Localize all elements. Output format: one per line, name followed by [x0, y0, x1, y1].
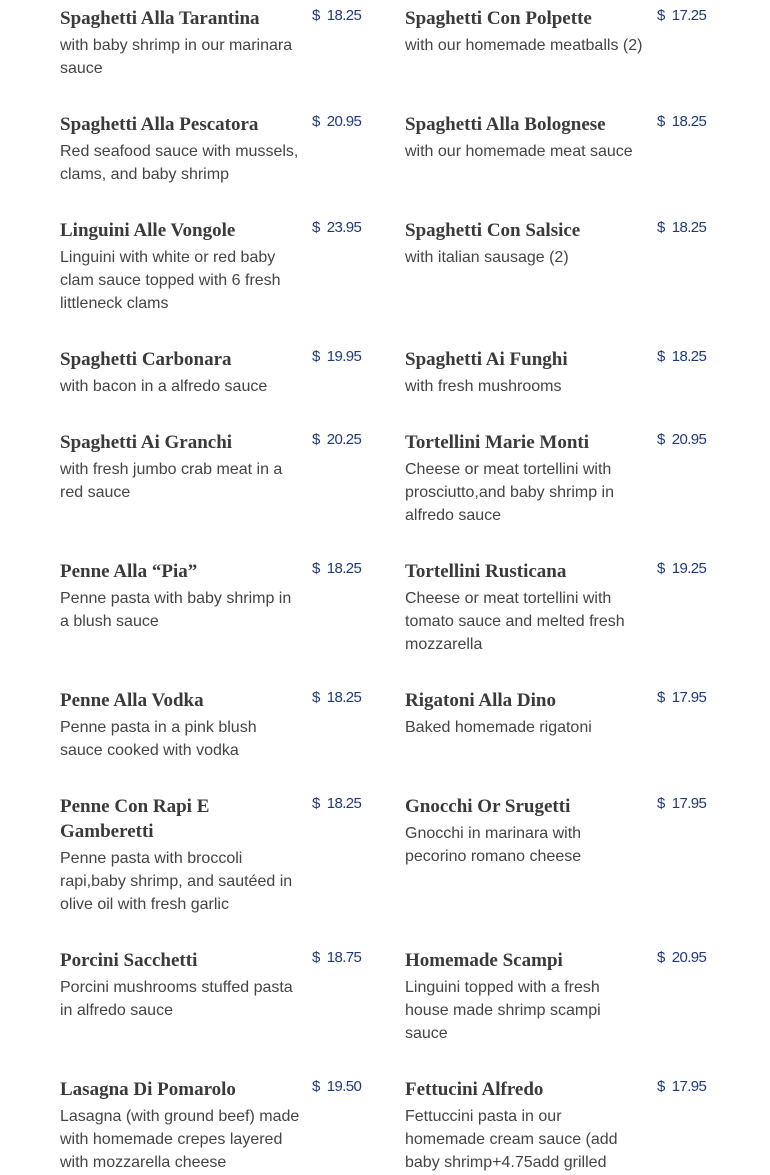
menu-item	[405, 682, 705, 739]
menu-item	[405, 1071, 705, 1174]
item-name: Spaghetti Con Salsice	[405, 220, 581, 241]
price-value: 17.95	[671, 1078, 707, 1095]
item-description: Penne pasta in a pink blush sauce cooked with vodka	[60, 719, 257, 759]
item-name: Homemade Scampi	[405, 950, 563, 971]
currency-symbol: $	[312, 348, 320, 365]
price-value: 20.95	[671, 431, 707, 448]
price-value: 17.95	[671, 795, 707, 812]
item-price	[657, 431, 706, 448]
currency-symbol: $	[312, 949, 320, 966]
menu-item	[60, 341, 360, 398]
currency-symbol: $	[312, 431, 320, 448]
item-price	[312, 219, 361, 236]
currency-symbol: $	[657, 348, 665, 365]
item-description: Penne pasta with baby shrimp in a blush sauce	[60, 590, 292, 630]
currency-symbol: $	[657, 1078, 665, 1095]
item-description: Lasagna (with ground beef) made with homemade crepes layered with mozzarella cheese	[60, 1108, 300, 1171]
price-value: 18.25	[326, 689, 362, 706]
item-name: Penne Alla “Pia”	[60, 561, 198, 582]
item-description: with our homemade meatballs (2)	[405, 37, 643, 54]
menu-item	[60, 0, 360, 80]
currency-symbol: $	[657, 689, 665, 706]
menu-item	[60, 212, 360, 315]
item-description: with our homemade meat sauce	[405, 143, 633, 160]
item-name: Porcini Sacchetti	[60, 950, 198, 971]
item-description: Baked homemade rigatoni	[405, 719, 592, 736]
item-name: Spaghetti Alla Tarantina	[60, 8, 260, 29]
price-value: 19.50	[326, 1078, 362, 1095]
menu-item	[60, 106, 360, 186]
item-description: with italian sausage (2)	[405, 249, 569, 266]
price-value: 18.25	[671, 348, 707, 365]
price-value: 17.95	[671, 689, 707, 706]
currency-symbol: $	[312, 560, 320, 577]
menu-item	[60, 424, 360, 504]
price-value: 20.95	[671, 949, 707, 966]
item-name: Spaghetti Carbonara	[60, 349, 232, 370]
currency-symbol: $	[657, 431, 665, 448]
item-price	[312, 7, 361, 24]
item-name: Spaghetti Con Polpette	[405, 8, 592, 29]
price-value: 23.95	[326, 219, 362, 236]
item-price	[312, 795, 361, 812]
item-description: Fettuccini pasta in our homemade cream sauce (add baby shrimp+4.75add grilled	[405, 1108, 618, 1171]
item-name: Penne Con Rapi E Gamberetti	[60, 796, 210, 842]
item-price	[657, 689, 706, 706]
currency-symbol: $	[657, 560, 665, 577]
currency-symbol: $	[657, 795, 665, 812]
item-name: Penne Alla Vodka	[60, 690, 204, 711]
item-name: Gnocchi Or Srugetti	[405, 796, 571, 817]
currency-symbol: $	[657, 219, 665, 236]
item-description: Linguini with white or red baby clam sauce topped with 6 fresh littleneck clams	[60, 249, 281, 312]
price-value: 18.25	[671, 219, 707, 236]
item-description: Cheese or meat tortellini with prosciutto,and baby shrimp in alfredo sauce	[405, 461, 614, 524]
item-price	[657, 348, 706, 365]
menu-item	[405, 553, 705, 656]
price-value: 19.25	[671, 560, 707, 577]
item-description: with fresh jumbo crab meat in a red sauce	[60, 461, 283, 501]
menu-item	[405, 942, 705, 1045]
item-price	[312, 689, 361, 706]
item-name: Rigatoni Alla Dino	[405, 690, 556, 711]
item-price	[312, 560, 361, 577]
item-price	[657, 219, 706, 236]
item-price	[312, 1078, 361, 1095]
item-price	[312, 949, 361, 966]
item-description: with baby shrimp in our marinara sauce	[60, 37, 293, 77]
price-value: 19.95	[326, 348, 362, 365]
item-price	[312, 348, 361, 365]
item-name: Linguini Alle Vongole	[60, 220, 236, 241]
menu-item	[60, 682, 360, 762]
item-name: Spaghetti Alla Bolognese	[405, 114, 606, 135]
item-price	[312, 431, 361, 448]
price-value: 20.95	[326, 113, 362, 130]
item-price	[657, 1078, 706, 1095]
item-price	[312, 113, 361, 130]
price-value: 17.25	[671, 7, 707, 24]
currency-symbol: $	[312, 7, 320, 24]
item-description: with bacon in a alfredo sauce	[60, 378, 268, 395]
currency-symbol: $	[657, 7, 665, 24]
currency-symbol: $	[657, 113, 665, 130]
item-price	[657, 795, 706, 812]
menu-item	[405, 106, 705, 163]
item-price	[657, 7, 706, 24]
item-name: Spaghetti Ai Granchi	[60, 432, 233, 453]
item-name: Spaghetti Alla Pescatora	[60, 114, 259, 135]
item-description: Cheese or meat tortellini with tomato sauce and melted fresh mozzarella	[405, 590, 625, 653]
item-description: Red seafood sauce with mussels, clams, and baby shrimp	[60, 143, 299, 183]
currency-symbol: $	[312, 689, 320, 706]
currency-symbol: $	[312, 1078, 320, 1095]
price-value: 18.25	[326, 7, 362, 24]
price-value: 18.25	[671, 113, 707, 130]
item-description: Linguini topped with a fresh house made shrimp scampi sauce	[405, 979, 601, 1042]
menu-item	[405, 0, 705, 57]
menu-item	[60, 553, 360, 633]
item-name: Spaghetti Ai Funghi	[405, 349, 568, 370]
menu-item	[405, 341, 705, 398]
item-description: Porcini mushrooms stuffed pasta in alfredo sauce	[60, 979, 293, 1019]
price-value: 18.75	[326, 949, 362, 966]
item-name: Tortellini Rusticana	[405, 561, 567, 582]
currency-symbol: $	[312, 113, 320, 130]
price-value: 18.25	[326, 795, 362, 812]
item-name: Fettucini Alfredo	[405, 1079, 544, 1100]
item-description: with fresh mushrooms	[405, 378, 562, 395]
item-price	[657, 560, 706, 577]
item-name: Tortellini Marie Monti	[405, 432, 589, 453]
menu-item	[405, 424, 705, 527]
currency-symbol: $	[312, 795, 320, 812]
item-description: Gnocchi in marinara with pecorino romano cheese	[405, 825, 582, 865]
currency-symbol: $	[312, 219, 320, 236]
item-price	[657, 113, 706, 130]
menu-item	[60, 942, 360, 1022]
item-description: Penne pasta with broccoli rapi,baby shrimp, and sautéed in olive oil with fresh garlic	[60, 850, 293, 913]
menu-item	[60, 1071, 360, 1174]
menu-item	[405, 788, 705, 868]
item-price	[657, 949, 706, 966]
item-name: Lasagna Di Pomarolo	[60, 1079, 236, 1100]
price-value: 20.25	[326, 431, 362, 448]
currency-symbol: $	[657, 949, 665, 966]
price-value: 18.25	[326, 560, 362, 577]
menu-item	[60, 788, 360, 916]
menu-item	[405, 212, 705, 269]
